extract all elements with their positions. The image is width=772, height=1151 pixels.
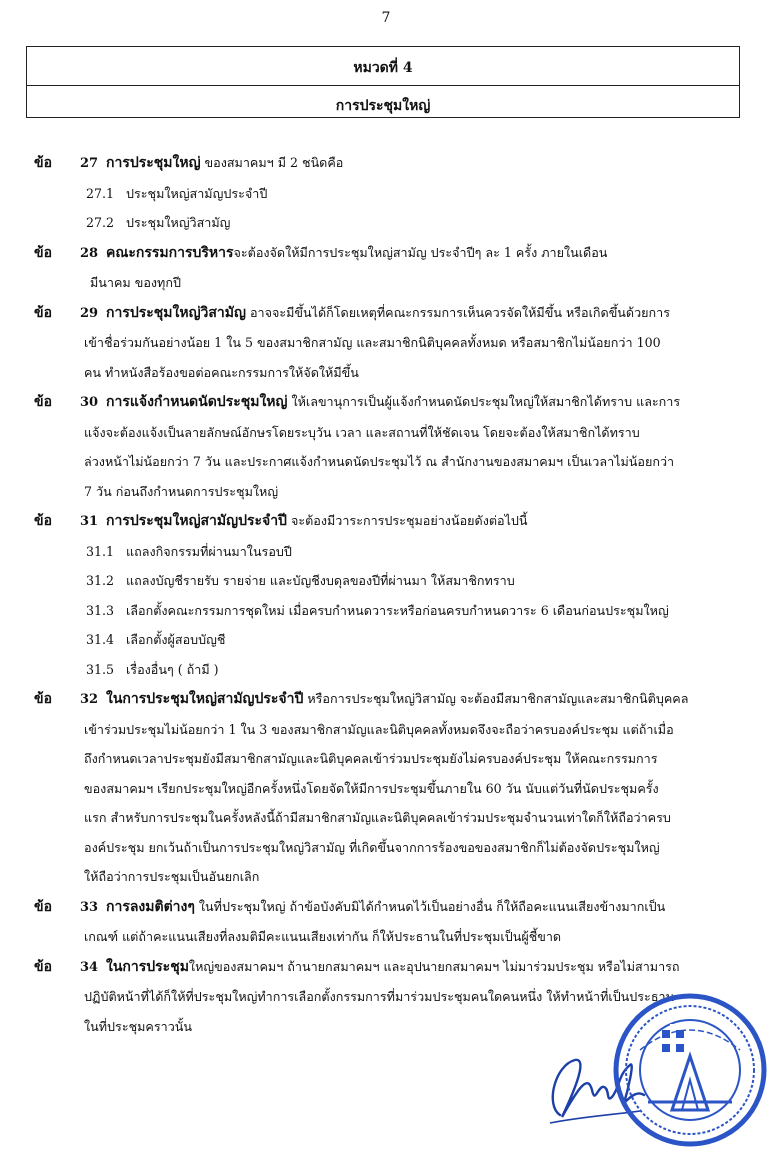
clause-continuation: มีนาคม ของทุกปี [90,275,181,290]
clause-title: การประชุมใหญ่สามัญประจำปี [106,513,287,529]
sub-item-number: 27.2 [86,215,115,230]
clause-continuation: แรก สำหรับการประชุมในครั้งหลังนี้ถ้ามีสมาชิกสามัญและนิติบุคคลเข้าร่วมประชุมจำนวนเท่าใดก็ให้ถือว่าครบ [84,810,671,825]
clause-label: ข้อ [34,155,52,171]
clause-33 [34,892,724,952]
clause-label: ข้อ [34,958,52,975]
clause-head [34,952,724,983]
clause-head [34,684,724,715]
sub-item-number: 31.1 [86,543,115,559]
clause-head [34,387,724,418]
chapter-heading-box [26,46,740,118]
clause-continuation: เกณฑ์ แต่ถ้าคะแนนเสียงที่ลงมติมีคะแนนเสียงเท่ากัน ก็ให้ประธานในที่ประชุมเป็นผู้ชี้ขาด [84,929,562,944]
clause-continuation: 7 วัน ก่อนถึงกำหนดการประชุมใหญ่ [84,483,279,499]
clause-31 [34,506,724,684]
clause-head [34,298,724,329]
clause-label: ข้อ [34,513,52,529]
clause-title: การประชุมใหญ่วิสามัญ [106,304,246,321]
sub-item-31.3 [34,596,724,626]
clause-text: จะต้องจัดให้มีการประชุมใหญ่สามัญ ประจำปีๆ ละ 1 ครั้ง ภายในเดือน [233,244,608,260]
clause-continuation: ถึงกำหนดเวลาประชุมยังมีสมาชิกสามัญและนิติบุคคลเข้าร่วมประชุมยังไม่ครบองค์ประชุม ให้คณะกรรมการ [84,751,658,766]
sub-item-31.1 [34,537,724,567]
clause-title: การลงมติต่างๆ [106,898,195,915]
sub-item-text: ประชุมใหญ่สามัญประจำปี [126,185,268,201]
sub-item-31.2 [34,566,724,596]
clause-label: ข้อ [34,691,52,707]
clause-text: ในที่ประชุมใหญ่ ถ้าข้อบังคับมิได้กำหนดไว้เป็นอย่างอื่น ก็ให้ถือคะแนนเสียงข้างมากเป็น [194,898,666,914]
sub-item-27.1 [34,179,724,209]
clause-title: การประชุมใหญ่ [106,155,201,171]
clause-continuation: คน ทำหนังสือร้องขอต่อคณะกรรมการให้จัดให้มีขึ้น [84,364,359,380]
clause-text: จะต้องมีวาระการประชุมอย่างน้อยดังต่อไปนี้ [286,513,528,528]
clause-text: อาจจะมีขึ้นได้ก็โดยเหตุที่คณะกรรมการเห็นควรจัดให้มีขึ้น หรือเกิดขึ้นด้วยการ [245,304,671,320]
document-body [34,148,724,1041]
sub-item-number: 31.2 [86,573,115,588]
clause-number: 30 [80,395,99,410]
clause-continuation: เข้าร่วมประชุมไม่น้อยกว่า 1 ใน 3 ของสมาชิกสามัญและนิติบุคคลทั้งหมดจึงจะถือว่าครบองค์ประชุม แต่ถ้าเมื่อ [84,721,674,737]
sub-item-text: เลือกตั้งคณะกรรมการชุดใหม่ เมื่อครบกำหนดวาระหรือก่อนครบกำหนดวาระ 6 เดือนก่อนประชุมใหญ่ [126,602,669,618]
clause-title: ในการประชุม [106,958,189,975]
clause-text: หรือการประชุมใหญ่วิสามัญ จะต้องมีสมาชิกสามัญและสมาชิกนิติบุคคล [303,691,689,706]
clause-number: 28 [80,245,99,261]
chapter-number: หมวดที่ 4 [353,60,413,76]
clause-head [34,506,724,537]
sub-item-number: 31.3 [86,602,115,618]
clause-number: 29 [80,305,99,321]
sub-item-text: แถลงบัญชีรายรับ รายจ่าย และบัญชีงบดุลของปีที่ผ่านมา ให้สมาชิกทราบ [126,573,515,588]
sub-item-number: 27.1 [86,185,115,201]
clause-title: ในการประชุมใหญ่สามัญประจำปี [106,691,304,707]
sub-item-text: เรื่องอื่นๆ ( ถ้ามี ) [126,661,219,677]
clause-continuation: เข้าชื่อร่วมกันอย่างน้อย 1 ใน 5 ของสมาชิกสามัญ และสมาชิกนิติบุคคลทั้งหมด หรือสมาชิกไม่น้อยกว่า 100 [84,335,661,350]
sub-item-text: แถลงกิจกรรมที่ผ่านมาในรอบปี [126,543,292,559]
clause-title: การแจ้งกำหนดนัดประชุมใหญ่ [106,394,288,410]
clause-29 [34,298,724,388]
clause-text: ของสมาคมฯ มี 2 ชนิดคือ [200,155,344,170]
clause-number: 34 [80,959,99,975]
clause-number: 32 [80,692,99,707]
sub-item-number: 31.4 [86,632,115,647]
clause-number: 31 [80,514,99,529]
clause-label: ข้อ [34,394,52,410]
clause-28 [34,238,724,298]
clause-continuation: ล่วงหน้าไม่น้อยกว่า 7 วัน และประกาศแจ้งกำหนดนัดประชุมไว้ ณ สำนักงานของสมาคมฯ เป็นเวลาไม่น้อยกว่า [84,454,675,469]
clause-continuation: ปฏิบัติหน้าที่ได้ก็ให้ที่ประชุมใหญ่ทำการเลือกตั้งกรรมการที่มาร่วมประชุมคนใดคนหนึ่ง ให้ทำหน้าที่เป็นประธาน [84,989,675,1004]
clause-number: 33 [80,899,99,915]
sub-item-27.2 [34,208,724,238]
clause-label: ข้อ [34,244,52,261]
clause-text: ให้เลขานุการเป็นผู้แจ้งกำหนดนัดประชุมใหญ่ให้สมาชิกได้ทราบ และการ [287,394,681,409]
clause-label: ข้อ [34,304,52,321]
clause-head [34,892,724,923]
clause-continuation: แจ้งจะต้องแจ้งเป็นลายลักษณ์อักษรโดยระบุวัน เวลา และสถานที่ให้ชัดเจน โดยจะต้องให้สมาชิกได้ทราบ [84,424,640,440]
clause-27 [34,148,724,238]
clause-title: คณะกรรมการบริหาร [106,244,234,261]
clause-continuation: องค์ประชุม ยกเว้นถ้าเป็นการประชุมใหญ่วิสามัญ ที่เกิดขึ้นจากการร้องขอของสมาชิกก็ไม่ต้องจัดประชุมใหญ่ [84,839,660,855]
clause-continuation: ของสมาคมฯ เรียกประชุมใหญ่อีกครั้งหนึ่งโดยจัดให้มีการประชุมขึ้นภายใน 60 วัน นับแต่วันที่นัดประชุมครั้ง [84,780,659,796]
sub-item-31.5 [34,655,724,685]
chapter-divider [27,85,739,86]
clause-label: ข้อ [34,898,52,915]
sub-item-text: เลือกตั้งผู้สอบบัญชี [126,632,226,647]
clause-head [34,148,724,179]
clause-32 [34,684,724,892]
chapter-title: การประชุมใหญ่ [335,98,431,114]
sub-item-text: ประชุมใหญ่วิสามัญ [126,215,231,230]
clause-continuation: ให้ถือว่าการประชุมเป็นอันยกเลิก [84,869,260,884]
clause-continuation: ในที่ประชุมคราวนั้น [84,1018,192,1034]
sub-item-31.4 [34,625,724,655]
clause-30 [34,387,724,506]
clause-text: ใหญ่ของสมาคมฯ ถ้านายกสมาคมฯ และอุปนายกสมาคมฯ ไม่มาร่วมประชุม หรือไม่สามารถ [188,958,680,974]
clause-number: 27 [80,156,99,171]
page-number: 7 [381,10,391,26]
association-seal-icon [610,990,770,1150]
clause-head [34,238,724,269]
sub-item-number: 31.5 [86,661,115,677]
